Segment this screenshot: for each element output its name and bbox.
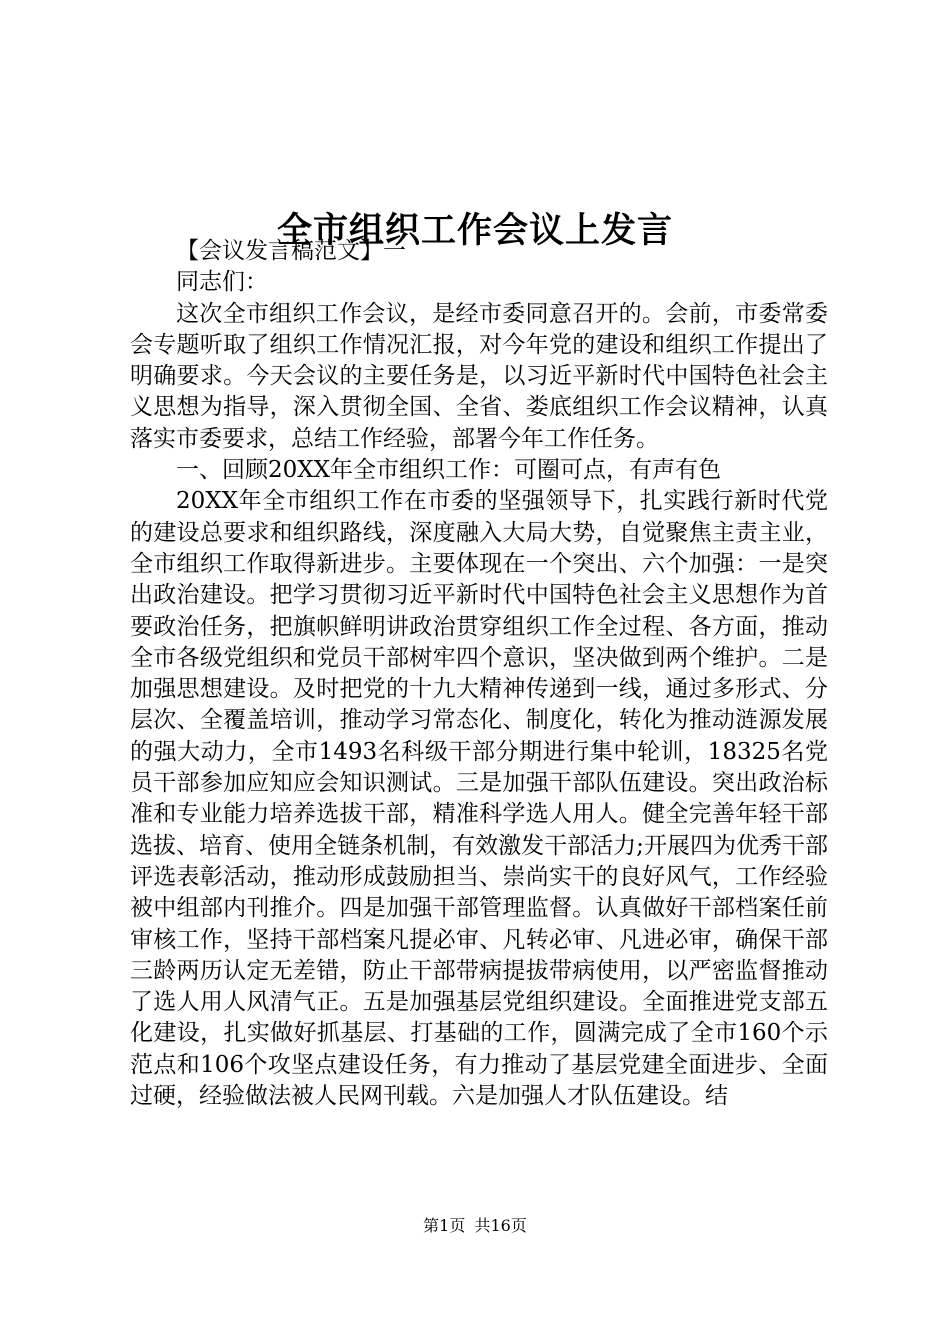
document-body — [130, 236, 828, 1112]
page-number: 第1页 — [423, 1216, 466, 1235]
paragraph-heading-sample: 【会议发言稿范文】一 — [176, 238, 406, 264]
page-total: 共16页 — [474, 1216, 527, 1235]
paragraph-section-heading: 一、回顾20XX年全市组织工作：可圈可点，有声有色 — [176, 457, 722, 484]
page-footer — [0, 1214, 950, 1238]
document-title: 全市组织工作会议上发言 — [276, 210, 673, 252]
paragraph-salutation: 同志们： — [176, 269, 268, 296]
paragraph-review: 20XX年全市组织工作在市委的坚强领导下，扎实践行新时代党的建设总要求和组织路线，深度融入大局大势，自觉聚焦主责主业，全市组织工作取得新进步。主要体现在一个突出、六个加强：一是突出政治建设。把学习贯彻习近平新时代中国特色社会主义思想作为首要政治任务，把旗帜鲜明讲政治贯穿组织工作全过程、各方面，推动全市各级党组织和党员干部树牢四个意识，坚决做到两个维护。二是加强思想建设。及时把党的十九大精神传递到一线，通过多形式、分层次、全覆盖培训，推动学习常态化、制度化，转化为推动涟源发展的强大动力，全市1493名科级干部分期进行集中轮训，18325名党员干部参加应知应会知识测试。三是加强干部队伍建设。突出政治标准和专业能力培养选拔干部，精准科学选人用人。健全完善年轻干部选拔、培育、使用全链条机制，有效激发干部活力;开展四为优秀干部评选表彰活动，推动形成鼓励担当、崇尚实干的良好风气，工作经验被中组部内刊推介。四是加强干部管理监督。认真做好干部档案任前审核工作，坚持干部档案凡提必审、凡转必审、凡进必审，确保干部三龄两历认定无差错，防止干部带病提拔带病使用，以严密监督推动了选人用人风清气正。五是加强基层党组织建设。全面推进党支部五化建设，扎实做好抓基层、打基础的工作，圆满完成了全市160个示范点和106个攻坚点建设任务，有力推动了基层党建全面进步、全面过硬，经验做法被人民网刊载。六是加强人才队伍建设。结 — [130, 488, 828, 1110]
paragraph-intro: 这次全市组织工作会议，是经市委同意召开的。会前，市委常委会专题听取了组织工作情况汇报，对今年党的建设和组织工作提出了明确要求。今天会议的主要任务是，以习近平新时代中国特色社会主义思想为指导，深入贯彻全国、全省、娄底组织工作会议精神，认真落实市委要求，总结工作经验，部署今年工作任务。 — [130, 300, 828, 452]
